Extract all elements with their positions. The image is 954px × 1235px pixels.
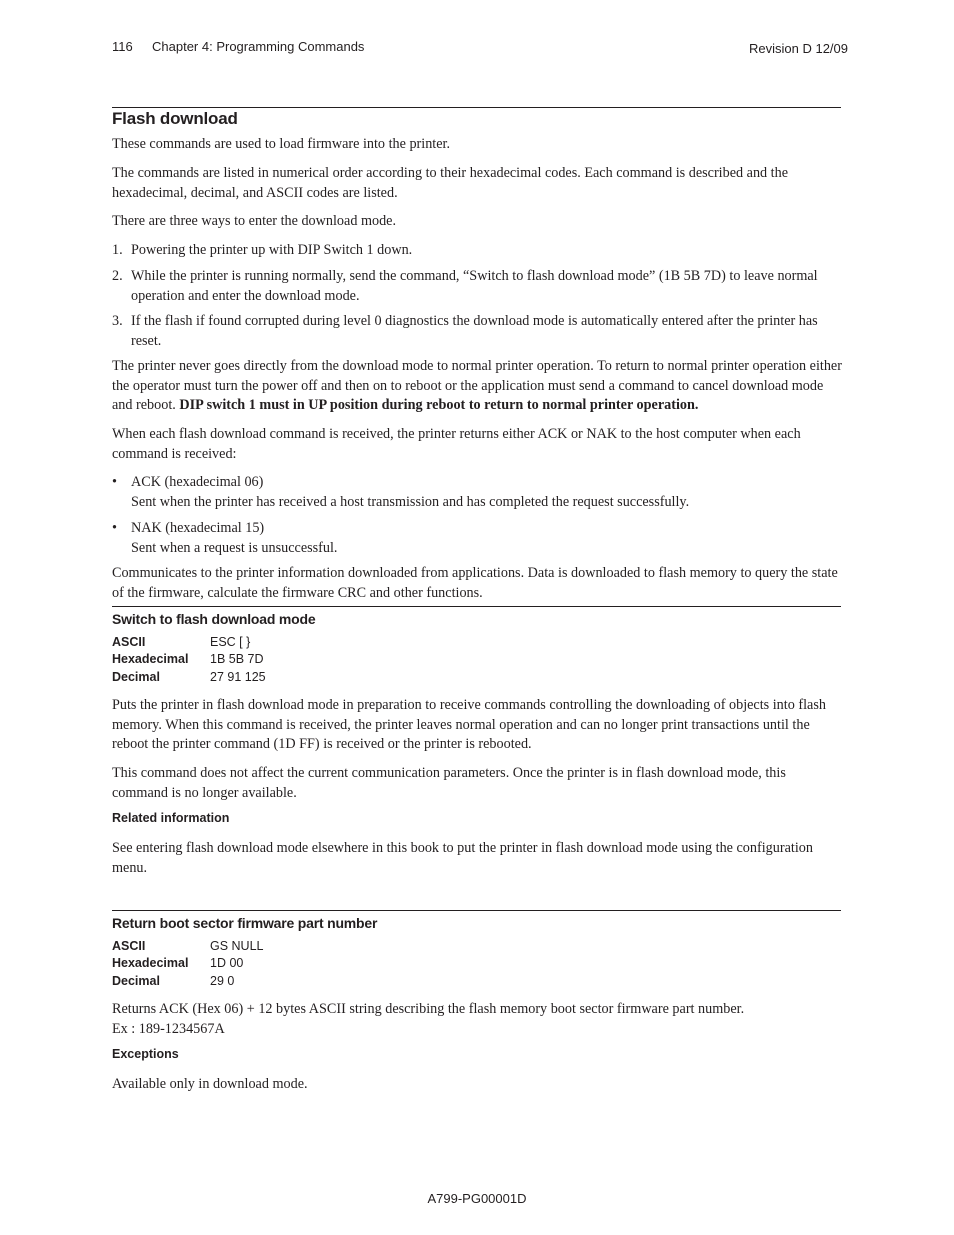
code-key: ASCII xyxy=(112,939,146,953)
list-marker: 1. xyxy=(112,242,123,258)
list-item-text: If the flash if found corrupted during level 0 diagnostics the download mode is automatically entered after the printer has reset. xyxy=(131,313,818,349)
bullet-item-desc: Sent when the printer has received a host transmission and has completed the request successfully. xyxy=(131,493,690,510)
bullet-item-body xyxy=(131,519,843,558)
command-note: This command does not affect the current communication parameters. Once the printer is in flash download mode, this command is no longer available. xyxy=(112,765,786,801)
code-key: Decimal xyxy=(112,670,160,684)
exceptions-heading: Exceptions xyxy=(112,1047,179,1061)
code-value: 1D 00 xyxy=(210,956,244,970)
code-value: ESC [ } xyxy=(210,635,251,649)
related-info-text: See entering flash download mode elsewhere in this book to put the printer in flash download mode using the configuration menu. xyxy=(112,840,813,876)
code-key: ASCII xyxy=(112,635,146,649)
command-divider xyxy=(112,910,841,911)
section-title: Flash download xyxy=(112,109,238,128)
chapter-title: Chapter 4: Programming Commands xyxy=(152,39,365,54)
bullet-item-body xyxy=(131,473,843,512)
bullet-item-title: ACK (hexadecimal 06) xyxy=(131,474,264,490)
return-paragraph-text: The printer never goes directly from the download mode to normal printer operation. To return to normal printer operation either the operator must turn the power off and then on to reboot or the application must send a command to cancel download mode and reboot. xyxy=(112,358,842,413)
code-key: Decimal xyxy=(112,974,160,988)
command-description-line: Returns ACK (Hex 06) + 12 bytes ASCII string describing the flash memory boot sector firmware part number. xyxy=(112,1001,745,1017)
command-divider xyxy=(112,606,841,607)
page-footer xyxy=(0,1191,954,1206)
list-marker: 3. xyxy=(112,313,123,329)
list-item-text: Powering the printer up with DIP Switch 1 down. xyxy=(131,242,413,258)
summary-paragraph: Communicates to the printer information downloaded from applications. Data is downloaded to flash memory to query the state of the firmware, calculate the firmware CRC and other functions. xyxy=(112,565,838,601)
revision-label: Revision D 12/09 xyxy=(749,41,848,56)
section-divider xyxy=(112,107,841,108)
return-paragraph-bold: DIP switch 1 must in UP position during reboot to return to normal printer operation. xyxy=(179,397,699,413)
bullet-marker: • xyxy=(112,474,117,490)
list-marker: 2. xyxy=(112,268,123,284)
command-description: Puts the printer in flash download mode in preparation to receive commands controlling the downloading of objects into flash memory. When this command is received, the printer leaves normal operation and can no longer print transactions until the reboot the printer command (1D FF) is received or the printer is rebooted. xyxy=(112,697,826,752)
return-paragraph xyxy=(112,357,842,416)
order-paragraph: The commands are listed in numerical order according to their hexadecimal codes. Each command is described and the hexadecimal, decimal, and ASCII codes are listed. xyxy=(112,165,789,201)
response-intro-paragraph: When each flash download command is received, the printer returns either ACK or NAK to the host computer when each command is received: xyxy=(112,426,801,462)
command-title: Switch to flash download mode xyxy=(112,611,316,627)
command-title: Return boot sector firmware part number xyxy=(112,915,378,931)
bullet-item-title: NAK (hexadecimal 15) xyxy=(131,520,265,536)
related-info-heading: Related information xyxy=(112,811,230,825)
code-value: 29 0 xyxy=(210,974,235,988)
code-value: 27 91 125 xyxy=(210,670,266,684)
code-key: Hexadecimal xyxy=(112,652,189,666)
document-number: A799-PG00001D xyxy=(427,1191,527,1206)
bullet-marker: • xyxy=(112,520,117,536)
code-value: GS NULL xyxy=(210,939,264,953)
command-example: Ex : 189-1234567A xyxy=(112,1020,225,1037)
code-value: 1B 5B 7D xyxy=(210,652,264,666)
code-key: Hexadecimal xyxy=(112,956,189,970)
list-item-text: While the printer is running normally, send the command, “Switch to flash download mode” (1B 5B 7D) to leave normal operation and enter the download mode. xyxy=(131,268,818,304)
command-description xyxy=(112,1000,842,1039)
bullet-item-desc: Sent when a request is unsuccessful. xyxy=(131,539,338,556)
exceptions-text: Available only in download mode. xyxy=(112,1076,308,1092)
page-number: 116 xyxy=(112,39,133,54)
ways-intro-paragraph: There are three ways to enter the download mode. xyxy=(112,213,397,229)
intro-paragraph: These commands are used to load firmware into the printer. xyxy=(112,136,451,152)
